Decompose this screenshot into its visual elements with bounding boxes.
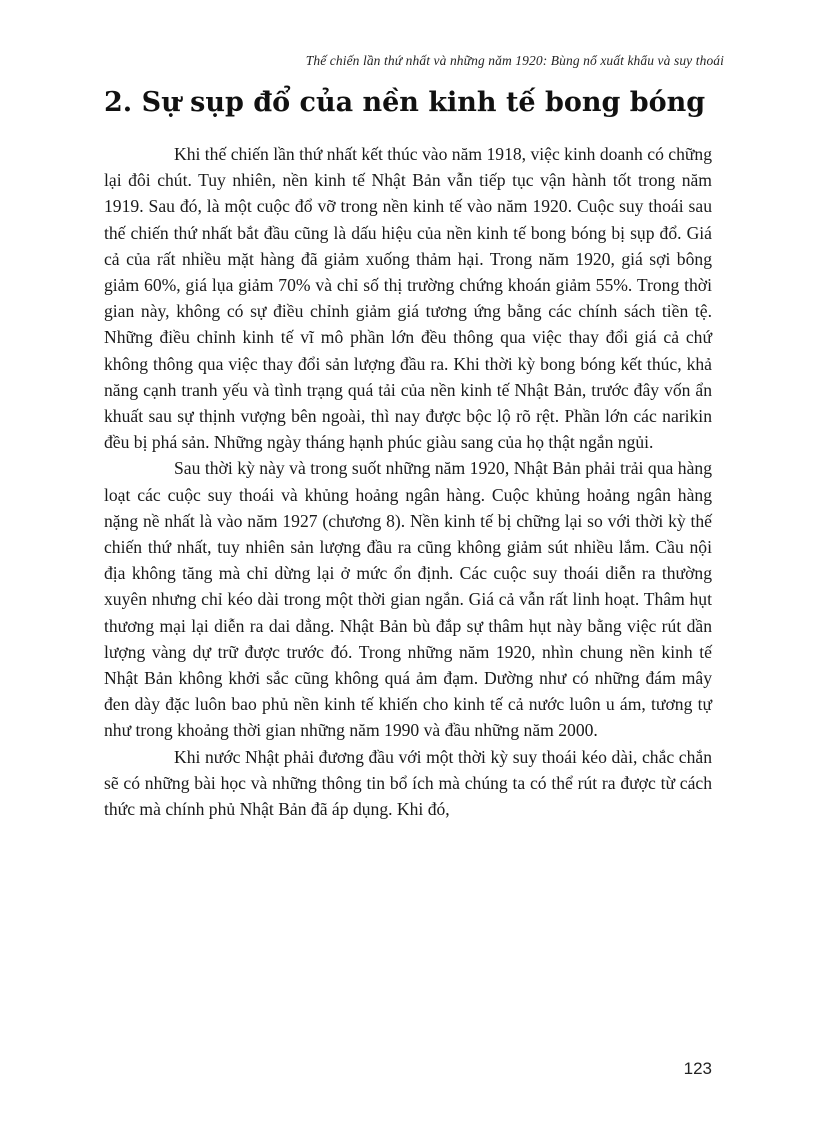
section-title: 2. Sự sụp đổ của nền kinh tế bong bóng xyxy=(104,87,706,118)
running-header: Thế chiến lần thứ nhất và những năm 1920: Bùng nổ xuất khẩu và suy thoái xyxy=(305,53,724,68)
paragraph-3: Khi nước Nhật phải đương đầu với một thời kỳ suy thoái kéo dài, chắc chắn sẽ có những bài học và những thông tin bổ ích mà chúng ta có thể rút ra được từ cách thức mà chính phủ Nhật Bản đã áp dụng. Khi đó, xyxy=(104,746,712,820)
body-text xyxy=(104,141,712,822)
paragraph-1: Khi thế chiến lần thứ nhất kết thúc vào năm 1918, việc kinh doanh có chững lại đôi chút. Tuy nhiên, nền kinh tế Nhật Bản vẫn tiếp tục vận hành tốt trong năm 1919. Sau đó, là một cuộc đổ vỡ trong nền kinh tế vào năm 1920. Cuộc suy thoái sau thế chiến thứ nhất bắt đầu cũng là dấu hiệu của nền kinh tế bong bóng bị sụp đổ. Giá cả của rất nhiều mặt hàng đã giảm xuống thảm hại. Trong năm 1920, giá sợi bông giảm 60%, giá lụa giảm 70% và chỉ số thị trường chứng khoán giảm 55%. Trong thời gian này, không có sự điều chỉnh giảm giá tương ứng bằng các chính sách tiền tệ. Những điều chỉnh kinh tế vĩ mô phần lớn đều thông qua việc thay đổi giá cả chứ không thông qua việc thay đổi sản lượng đầu ra. Khi thời kỳ bong bóng kết thúc, khả năng cạnh tranh yếu và tình trạng quá tải của nền kinh tế Nhật Bản, trước đây vốn ẩn khuất sau sự thịnh vượng bên ngoài, thì nay được bộc lộ rõ rệt. Phần lớn các narikin đều bị phá sản. Những ngày tháng hạnh phúc giàu sang của họ thật ngắn ngủi. xyxy=(104,144,712,453)
page-number: 123 xyxy=(683,1059,712,1078)
paragraph-2: Sau thời kỳ này và trong suốt những năm 1920, Nhật Bản phải trải qua hàng loạt các cuộc suy thoái và khủng hoảng ngân hàng. Cuộc khủng hoảng ngân hàng nặng nề nhất là vào năm 1927 (chương 8). Nền kinh tế bị chững lại so với thời kỳ thế chiến thứ nhất, tuy nhiên sản lượng đầu ra cũng không giảm sút nhiều lắm. Cầu nội địa không tăng mà chỉ dừng lại ở mức ổn định. Các cuộc suy thoái diễn ra thường xuyên nhưng chỉ kéo dài trong một thời gian ngắn. Giá cả vẫn rất linh hoạt. Thâm hụt thương mại lại diễn ra dai dẳng. Nhật Bản bù đắp sự thâm hụt này bằng việc rút dần lượng vàng dự trữ được trước đó. Trong những năm 1920, nhìn chung nền kinh tế Nhật Bản không khởi sắc cũng không quá ảm đạm. Dường như có những đám mây đen dày đặc luôn bao phủ nền kinh tế khiến cho kinh tế cả nước luôn u ám, tương tự như trong khoảng thời gian những năm 1990 và đầu những năm 2000. xyxy=(104,458,712,741)
